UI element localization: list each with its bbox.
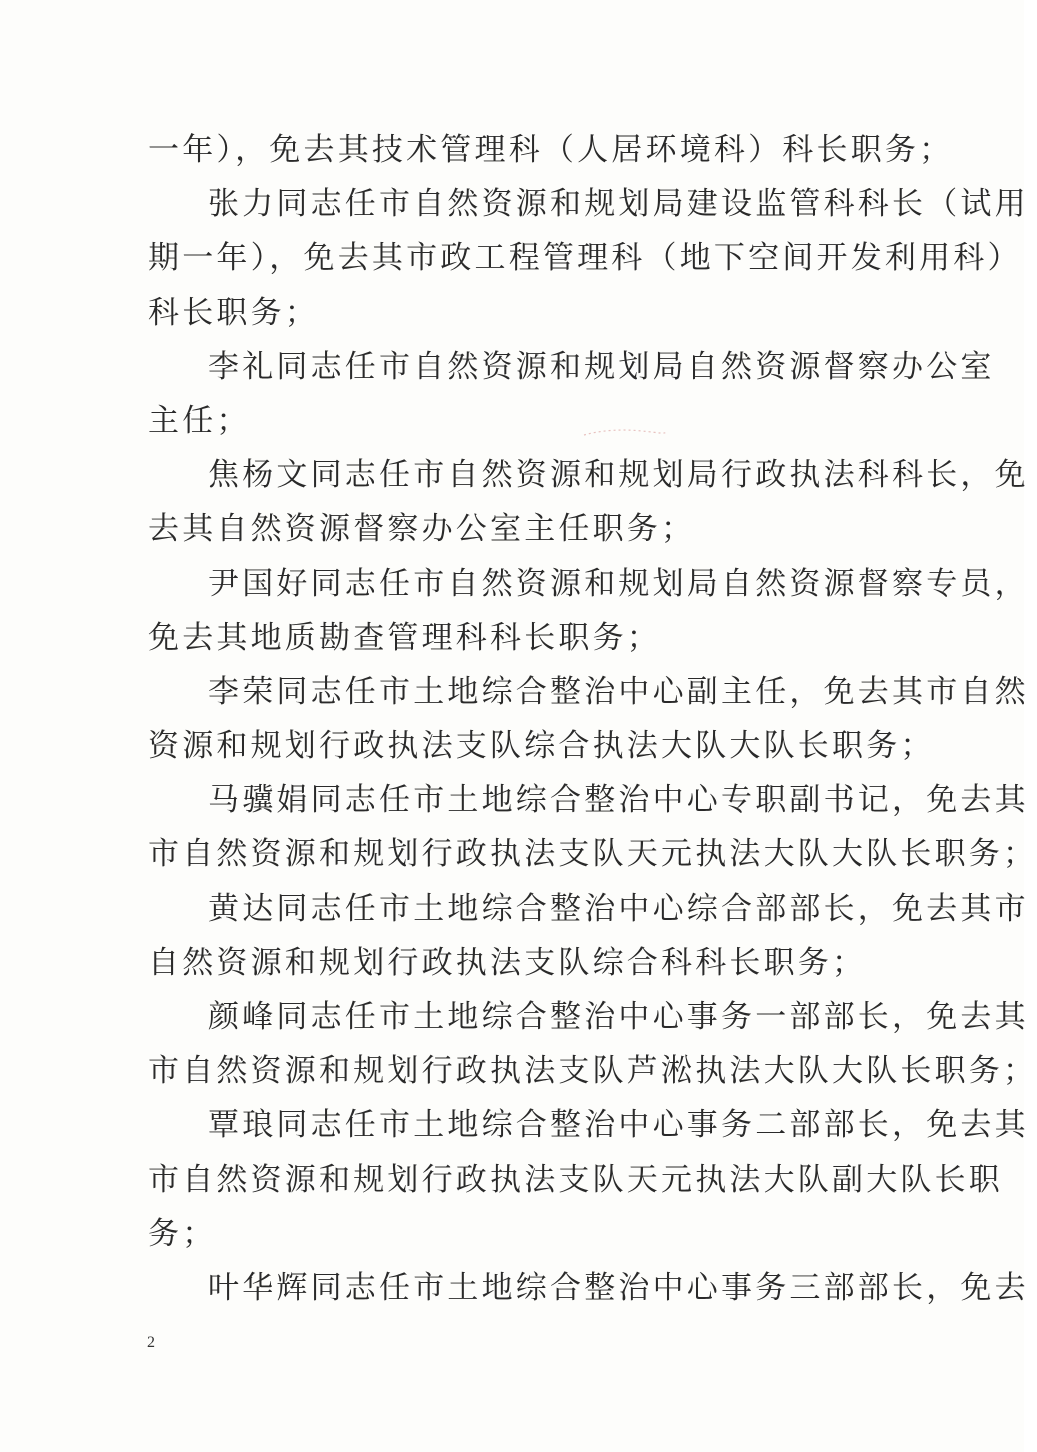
paragraph-line: 焦杨文同志任市自然资源和规划局行政执法科科长，免 — [208, 457, 1029, 494]
paragraph-line: 黄达同志任市土地综合整治中心综合部部长，免去其市 — [208, 890, 1029, 927]
paragraph-line: 叶华辉同志任市土地综合整治中心事务三部部长，免去 — [208, 1269, 1029, 1306]
paragraph-line: 市自然资源和规划行政执法支队天元执法大队大队长职务； — [148, 836, 1037, 873]
paragraph-line: 马骥娟同志任市土地综合整治中心专职副书记，免去其 — [208, 782, 1029, 819]
paragraph-line: 科长职务； — [148, 294, 319, 331]
paragraph-line: 免去其地质勘查管理科科长职务； — [148, 619, 661, 656]
paragraph-line: 期一年），免去其市政工程管理科（地下空间开发利用科） — [148, 240, 1022, 277]
document-body — [148, 123, 1037, 1315]
page-number: 2 — [147, 1334, 155, 1351]
paragraph-line: 务； — [148, 1215, 217, 1252]
paragraph-line: 张力同志任市自然资源和规划局建设监管科科长（试用 — [208, 186, 1029, 223]
paragraph-line: 尹国好同志任市自然资源和规划局自然资源督察专员， — [208, 565, 1029, 602]
paragraph-line: 李荣同志任市土地综合整治中心副主任，免去其市自然 — [208, 673, 1029, 710]
paragraph-line: 覃琅同志任市土地综合整治中心事务二部部长，免去其 — [208, 1107, 1029, 1144]
paragraph-line: 一年），免去其技术管理科（人居环境科）科长职务； — [148, 132, 954, 168]
paragraph-line: 自然资源和规划行政执法支队综合科科长职务； — [148, 944, 867, 981]
paragraph-line: 市自然资源和规划行政执法支队天元执法大队副大队长职 — [148, 1161, 1003, 1198]
paragraph-line: 去其自然资源督察办公室主任职务； — [148, 511, 696, 548]
paragraph-line: 颜峰同志任市土地综合整治中心事务一部部长，免去其 — [208, 999, 1029, 1035]
paragraph-line: 李礼同志任市自然资源和规划局自然资源督察办公室 — [208, 348, 995, 385]
paragraph-line: 市自然资源和规划行政执法支队芦淞执法大队大队长职务； — [148, 1053, 1037, 1090]
paragraph-line: 主任； — [148, 402, 251, 439]
paragraph-line: 资源和规划行政执法支队综合执法大队大队长职务； — [148, 728, 935, 765]
